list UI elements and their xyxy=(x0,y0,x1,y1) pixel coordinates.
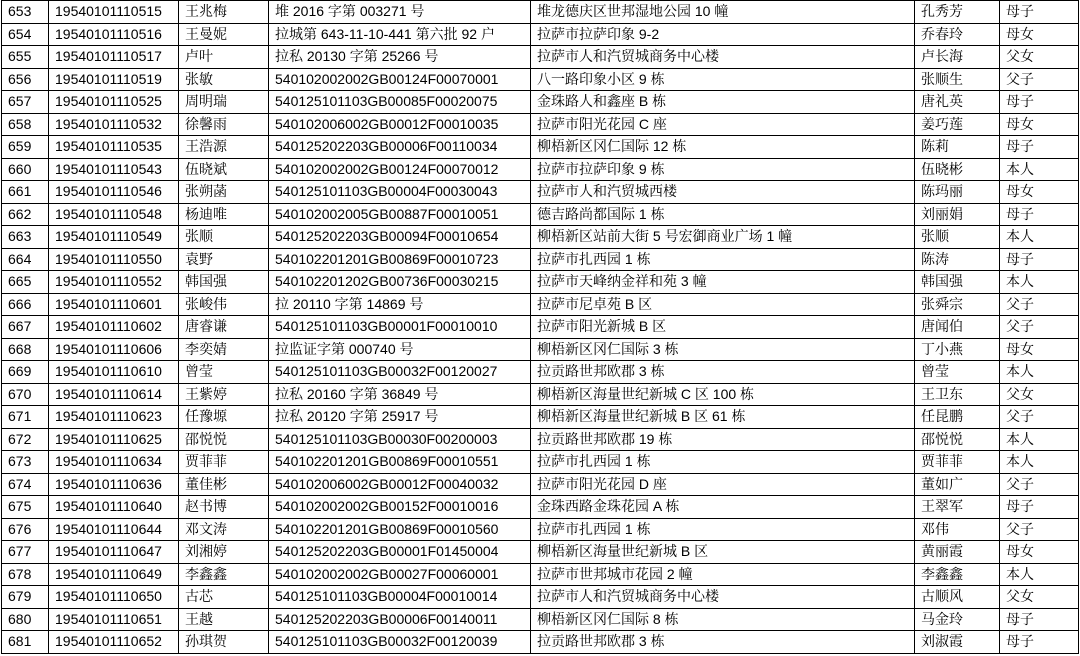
row-number-cell: 681 xyxy=(2,631,49,654)
applicant-name-cell: 陈莉 xyxy=(915,136,1000,159)
row-number-cell: 667 xyxy=(2,316,49,339)
certificate-number-cell: 拉私 20160 字第 36849 号 xyxy=(269,383,531,406)
person-name-cell: 袁野 xyxy=(179,248,269,271)
person-name-cell: 周明瑞 xyxy=(179,91,269,114)
person-name-cell: 李鑫鑫 xyxy=(179,563,269,586)
person-name-cell: 伍晓斌 xyxy=(179,158,269,181)
record-id-cell: 19540101110543 xyxy=(49,158,179,181)
record-id-cell: 19540101110610 xyxy=(49,361,179,384)
relationship-cell: 父女 xyxy=(1000,586,1079,609)
applicant-name-cell: 姜巧莲 xyxy=(915,113,1000,136)
record-id-cell: 19540101110601 xyxy=(49,293,179,316)
certificate-number-cell: 540125101103GB00032F00120039 xyxy=(269,631,531,654)
record-id-cell: 19540101110614 xyxy=(49,383,179,406)
applicant-name-cell: 李鑫鑫 xyxy=(915,563,1000,586)
person-name-cell: 赵书博 xyxy=(179,496,269,519)
record-id-cell: 19540101110634 xyxy=(49,451,179,474)
applicant-name-cell: 马金玲 xyxy=(915,608,1000,631)
table-row xyxy=(2,293,1079,316)
address-cell: 拉萨市天峰纳金祥和苑 3 幢 xyxy=(531,271,915,294)
relationship-cell: 父子 xyxy=(1000,473,1079,496)
relationship-cell: 母女 xyxy=(1000,338,1079,361)
row-number-cell: 677 xyxy=(2,541,49,564)
applicant-name-cell: 孔秀芳 xyxy=(915,1,1000,24)
person-name-cell: 韩国强 xyxy=(179,271,269,294)
row-number-cell: 670 xyxy=(2,383,49,406)
person-name-cell: 孙琪贺 xyxy=(179,631,269,654)
applicant-name-cell: 丁小燕 xyxy=(915,338,1000,361)
relationship-cell: 母女 xyxy=(1000,113,1079,136)
address-cell: 拉萨市拉萨印象 9 栋 xyxy=(531,158,915,181)
record-id-cell: 19540101110519 xyxy=(49,68,179,91)
certificate-number-cell: 540125202203GB00006F00140011 xyxy=(269,608,531,631)
certificate-number-cell: 540102002002GB00124F00070001 xyxy=(269,68,531,91)
relationship-cell: 本人 xyxy=(1000,271,1079,294)
certificate-number-cell: 拉私 20120 字第 25917 号 xyxy=(269,406,531,429)
relationship-cell: 母子 xyxy=(1000,631,1079,654)
relationship-cell: 父女 xyxy=(1000,383,1079,406)
certificate-number-cell: 拉私 20130 字第 25266 号 xyxy=(269,46,531,69)
row-number-cell: 663 xyxy=(2,226,49,249)
relationship-cell: 父子 xyxy=(1000,68,1079,91)
table-row xyxy=(2,46,1079,69)
relationship-cell: 母子 xyxy=(1000,248,1079,271)
certificate-number-cell: 540125202203GB00001F01450004 xyxy=(269,541,531,564)
address-cell: 拉萨市阳光花园 C 座 xyxy=(531,113,915,136)
certificate-number-cell: 540102201201GB00869F00010723 xyxy=(269,248,531,271)
certificate-number-cell: 540125202203GB00006F00110034 xyxy=(269,136,531,159)
record-id-cell: 19540101110649 xyxy=(49,563,179,586)
row-number-cell: 665 xyxy=(2,271,49,294)
record-id-cell: 19540101110552 xyxy=(49,271,179,294)
certificate-number-cell: 540102006002GB00012F00040032 xyxy=(269,473,531,496)
relationship-cell: 本人 xyxy=(1000,361,1079,384)
certificate-number-cell: 540125101103GB00032F00120027 xyxy=(269,361,531,384)
applicant-name-cell: 董如广 xyxy=(915,473,1000,496)
address-cell: 拉萨市人和汽贸城西楼 xyxy=(531,181,915,204)
table-row xyxy=(2,383,1079,406)
person-name-cell: 曾莹 xyxy=(179,361,269,384)
certificate-number-cell: 540102002002GB00027F00060001 xyxy=(269,563,531,586)
certificate-number-cell: 540125101103GB00004F00030043 xyxy=(269,181,531,204)
table-row xyxy=(2,541,1079,564)
person-name-cell: 刘湘婷 xyxy=(179,541,269,564)
relationship-cell: 母子 xyxy=(1000,136,1079,159)
person-name-cell: 贾菲菲 xyxy=(179,451,269,474)
person-name-cell: 王紫婷 xyxy=(179,383,269,406)
record-id-cell: 19540101110602 xyxy=(49,316,179,339)
address-cell: 金珠路人和鑫座 B 栋 xyxy=(531,91,915,114)
record-id-cell: 19540101110549 xyxy=(49,226,179,249)
address-cell: 拉萨市人和汽贸城商务中心楼 xyxy=(531,46,915,69)
applicant-name-cell: 刘丽娟 xyxy=(915,203,1000,226)
records-table xyxy=(1,0,1079,654)
table-row xyxy=(2,451,1079,474)
row-number-cell: 674 xyxy=(2,473,49,496)
table-row xyxy=(2,518,1079,541)
applicant-name-cell: 卢长海 xyxy=(915,46,1000,69)
applicant-name-cell: 唐闻伯 xyxy=(915,316,1000,339)
record-id-cell: 19540101110650 xyxy=(49,586,179,609)
relationship-cell: 母子 xyxy=(1000,608,1079,631)
address-cell: 拉萨市扎西园 1 栋 xyxy=(531,451,915,474)
row-number-cell: 675 xyxy=(2,496,49,519)
row-number-cell: 672 xyxy=(2,428,49,451)
row-number-cell: 668 xyxy=(2,338,49,361)
applicant-name-cell: 王卫东 xyxy=(915,383,1000,406)
row-number-cell: 654 xyxy=(2,23,49,46)
applicant-name-cell: 邵悦悦 xyxy=(915,428,1000,451)
person-name-cell: 王曼妮 xyxy=(179,23,269,46)
applicant-name-cell: 刘淑霞 xyxy=(915,631,1000,654)
row-number-cell: 656 xyxy=(2,68,49,91)
record-id-cell: 19540101110652 xyxy=(49,631,179,654)
address-cell: 拉贡路世邦欧郡 3 栋 xyxy=(531,361,915,384)
record-id-cell: 19540101110606 xyxy=(49,338,179,361)
address-cell: 柳梧新区海量世纪新城 C 区 100 栋 xyxy=(531,383,915,406)
record-id-cell: 19540101110535 xyxy=(49,136,179,159)
person-name-cell: 杨迪唯 xyxy=(179,203,269,226)
person-name-cell: 唐睿谦 xyxy=(179,316,269,339)
address-cell: 八一路印象小区 9 栋 xyxy=(531,68,915,91)
certificate-number-cell: 540125101103GB00001F00010010 xyxy=(269,316,531,339)
address-cell: 拉萨市扎西园 1 栋 xyxy=(531,248,915,271)
certificate-number-cell: 540125101103GB00085F00020075 xyxy=(269,91,531,114)
applicant-name-cell: 黄丽霞 xyxy=(915,541,1000,564)
row-number-cell: 671 xyxy=(2,406,49,429)
record-id-cell: 19540101110625 xyxy=(49,428,179,451)
certificate-number-cell: 堆 2016 字第 003271 号 xyxy=(269,1,531,24)
record-id-cell: 19540101110550 xyxy=(49,248,179,271)
certificate-number-cell: 540102006002GB00012F00010035 xyxy=(269,113,531,136)
table-row xyxy=(2,68,1079,91)
address-cell: 拉萨市尼卓苑 B 区 xyxy=(531,293,915,316)
address-cell: 柳梧新区冈仁国际 3 栋 xyxy=(531,338,915,361)
table-row xyxy=(2,181,1079,204)
row-number-cell: 676 xyxy=(2,518,49,541)
address-cell: 拉萨市阳光花园 D 座 xyxy=(531,473,915,496)
relationship-cell: 本人 xyxy=(1000,226,1079,249)
row-number-cell: 680 xyxy=(2,608,49,631)
row-number-cell: 678 xyxy=(2,563,49,586)
relationship-cell: 母子 xyxy=(1000,1,1079,24)
person-name-cell: 张顺 xyxy=(179,226,269,249)
applicant-name-cell: 陈涛 xyxy=(915,248,1000,271)
table-row xyxy=(2,203,1079,226)
table-row xyxy=(2,1,1079,24)
certificate-number-cell: 540102002005GB00887F00010051 xyxy=(269,203,531,226)
table-row xyxy=(2,91,1079,114)
certificate-number-cell: 拉 20110 字第 14869 号 xyxy=(269,293,531,316)
table-row xyxy=(2,338,1079,361)
row-number-cell: 658 xyxy=(2,113,49,136)
address-cell: 拉萨市拉萨印象 9-2 xyxy=(531,23,915,46)
row-number-cell: 659 xyxy=(2,136,49,159)
person-name-cell: 任豫塬 xyxy=(179,406,269,429)
applicant-name-cell: 王翠军 xyxy=(915,496,1000,519)
address-cell: 柳梧新区海量世纪新城 B 区 xyxy=(531,541,915,564)
relationship-cell: 母女 xyxy=(1000,181,1079,204)
applicant-name-cell: 唐礼英 xyxy=(915,91,1000,114)
address-cell: 拉贡路世邦欧郡 19 栋 xyxy=(531,428,915,451)
person-name-cell: 王兆梅 xyxy=(179,1,269,24)
table-row xyxy=(2,113,1079,136)
table-row xyxy=(2,23,1079,46)
row-number-cell: 669 xyxy=(2,361,49,384)
address-cell: 柳梧新区冈仁国际 12 栋 xyxy=(531,136,915,159)
person-name-cell: 张峻伟 xyxy=(179,293,269,316)
relationship-cell: 母女 xyxy=(1000,541,1079,564)
person-name-cell: 古芯 xyxy=(179,586,269,609)
person-name-cell: 卢叶 xyxy=(179,46,269,69)
person-name-cell: 邵悦悦 xyxy=(179,428,269,451)
table-row xyxy=(2,428,1079,451)
certificate-number-cell: 540102201202GB00736F00030215 xyxy=(269,271,531,294)
person-name-cell: 张朔菡 xyxy=(179,181,269,204)
table-row xyxy=(2,608,1079,631)
relationship-cell: 母子 xyxy=(1000,496,1079,519)
certificate-number-cell: 540125101103GB00030F00200003 xyxy=(269,428,531,451)
relationship-cell: 父子 xyxy=(1000,518,1079,541)
relationship-cell: 父子 xyxy=(1000,406,1079,429)
record-id-cell: 19540101110640 xyxy=(49,496,179,519)
person-name-cell: 张敏 xyxy=(179,68,269,91)
certificate-number-cell: 540125101103GB00004F00010014 xyxy=(269,586,531,609)
applicant-name-cell: 贾菲菲 xyxy=(915,451,1000,474)
row-number-cell: 666 xyxy=(2,293,49,316)
row-number-cell: 661 xyxy=(2,181,49,204)
table-row xyxy=(2,473,1079,496)
certificate-number-cell: 540102201201GB00869F00010560 xyxy=(269,518,531,541)
table-row xyxy=(2,316,1079,339)
address-cell: 堆龙德庆区世邦湿地公园 10 幢 xyxy=(531,1,915,24)
table-row xyxy=(2,248,1079,271)
certificate-number-cell: 拉城第 643-11-10-441 第六批 92 户 xyxy=(269,23,531,46)
certificate-number-cell: 540125202203GB00094F00010654 xyxy=(269,226,531,249)
address-cell: 拉萨市扎西园 1 栋 xyxy=(531,518,915,541)
applicant-name-cell: 韩国强 xyxy=(915,271,1000,294)
row-number-cell: 662 xyxy=(2,203,49,226)
address-cell: 柳梧新区海量世纪新城 B 区 61 栋 xyxy=(531,406,915,429)
records-table-body xyxy=(2,1,1079,654)
applicant-name-cell: 邓伟 xyxy=(915,518,1000,541)
row-number-cell: 673 xyxy=(2,451,49,474)
address-cell: 金珠西路金珠花园 A 栋 xyxy=(531,496,915,519)
applicant-name-cell: 陈玛丽 xyxy=(915,181,1000,204)
record-id-cell: 19540101110516 xyxy=(49,23,179,46)
address-cell: 拉贡路世邦欧郡 3 栋 xyxy=(531,631,915,654)
relationship-cell: 本人 xyxy=(1000,451,1079,474)
record-id-cell: 19540101110644 xyxy=(49,518,179,541)
certificate-number-cell: 540102002002GB00124F00070012 xyxy=(269,158,531,181)
person-name-cell: 王越 xyxy=(179,608,269,631)
row-number-cell: 655 xyxy=(2,46,49,69)
applicant-name-cell: 张顺 xyxy=(915,226,1000,249)
address-cell: 拉萨市人和汽贸城商务中心楼 xyxy=(531,586,915,609)
relationship-cell: 本人 xyxy=(1000,563,1079,586)
table-row xyxy=(2,271,1079,294)
relationship-cell: 父女 xyxy=(1000,46,1079,69)
table-row xyxy=(2,496,1079,519)
table-row xyxy=(2,631,1079,654)
row-number-cell: 660 xyxy=(2,158,49,181)
address-cell: 拉萨市世邦城市花园 2 幢 xyxy=(531,563,915,586)
applicant-name-cell: 曾莹 xyxy=(915,361,1000,384)
relationship-cell: 母子 xyxy=(1000,203,1079,226)
record-id-cell: 19540101110623 xyxy=(49,406,179,429)
applicant-name-cell: 伍晓彬 xyxy=(915,158,1000,181)
address-cell: 德吉路尚都国际 1 栋 xyxy=(531,203,915,226)
address-cell: 柳梧新区冈仁国际 8 栋 xyxy=(531,608,915,631)
row-number-cell: 664 xyxy=(2,248,49,271)
record-id-cell: 19540101110517 xyxy=(49,46,179,69)
applicant-name-cell: 古顺风 xyxy=(915,586,1000,609)
table-row xyxy=(2,158,1079,181)
record-id-cell: 19540101110647 xyxy=(49,541,179,564)
row-number-cell: 679 xyxy=(2,586,49,609)
record-id-cell: 19540101110532 xyxy=(49,113,179,136)
relationship-cell: 本人 xyxy=(1000,158,1079,181)
person-name-cell: 徐馨雨 xyxy=(179,113,269,136)
relationship-cell: 母子 xyxy=(1000,91,1079,114)
relationship-cell: 母女 xyxy=(1000,23,1079,46)
certificate-number-cell: 拉监证字第 000740 号 xyxy=(269,338,531,361)
address-cell: 柳梧新区站前大街 5 号宏御商业广场 1 幢 xyxy=(531,226,915,249)
person-name-cell: 李奕婧 xyxy=(179,338,269,361)
applicant-name-cell: 任昆鹏 xyxy=(915,406,1000,429)
relationship-cell: 本人 xyxy=(1000,428,1079,451)
table-row xyxy=(2,586,1079,609)
certificate-number-cell: 540102002002GB00152F00010016 xyxy=(269,496,531,519)
table-row xyxy=(2,136,1079,159)
table-row xyxy=(2,563,1079,586)
record-id-cell: 19540101110515 xyxy=(49,1,179,24)
table-row xyxy=(2,361,1079,384)
row-number-cell: 657 xyxy=(2,91,49,114)
record-id-cell: 19540101110525 xyxy=(49,91,179,114)
record-id-cell: 19540101110651 xyxy=(49,608,179,631)
address-cell: 拉萨市阳光新城 B 区 xyxy=(531,316,915,339)
relationship-cell: 父子 xyxy=(1000,293,1079,316)
table-row xyxy=(2,226,1079,249)
relationship-cell: 父子 xyxy=(1000,316,1079,339)
person-name-cell: 王浩源 xyxy=(179,136,269,159)
record-id-cell: 19540101110548 xyxy=(49,203,179,226)
applicant-name-cell: 乔春玲 xyxy=(915,23,1000,46)
person-name-cell: 董佳彬 xyxy=(179,473,269,496)
certificate-number-cell: 540102201201GB00869F00010551 xyxy=(269,451,531,474)
table-row xyxy=(2,406,1079,429)
person-name-cell: 邓文涛 xyxy=(179,518,269,541)
applicant-name-cell: 张顺生 xyxy=(915,68,1000,91)
row-number-cell: 653 xyxy=(2,1,49,24)
record-id-cell: 19540101110546 xyxy=(49,181,179,204)
record-id-cell: 19540101110636 xyxy=(49,473,179,496)
applicant-name-cell: 张舜宗 xyxy=(915,293,1000,316)
